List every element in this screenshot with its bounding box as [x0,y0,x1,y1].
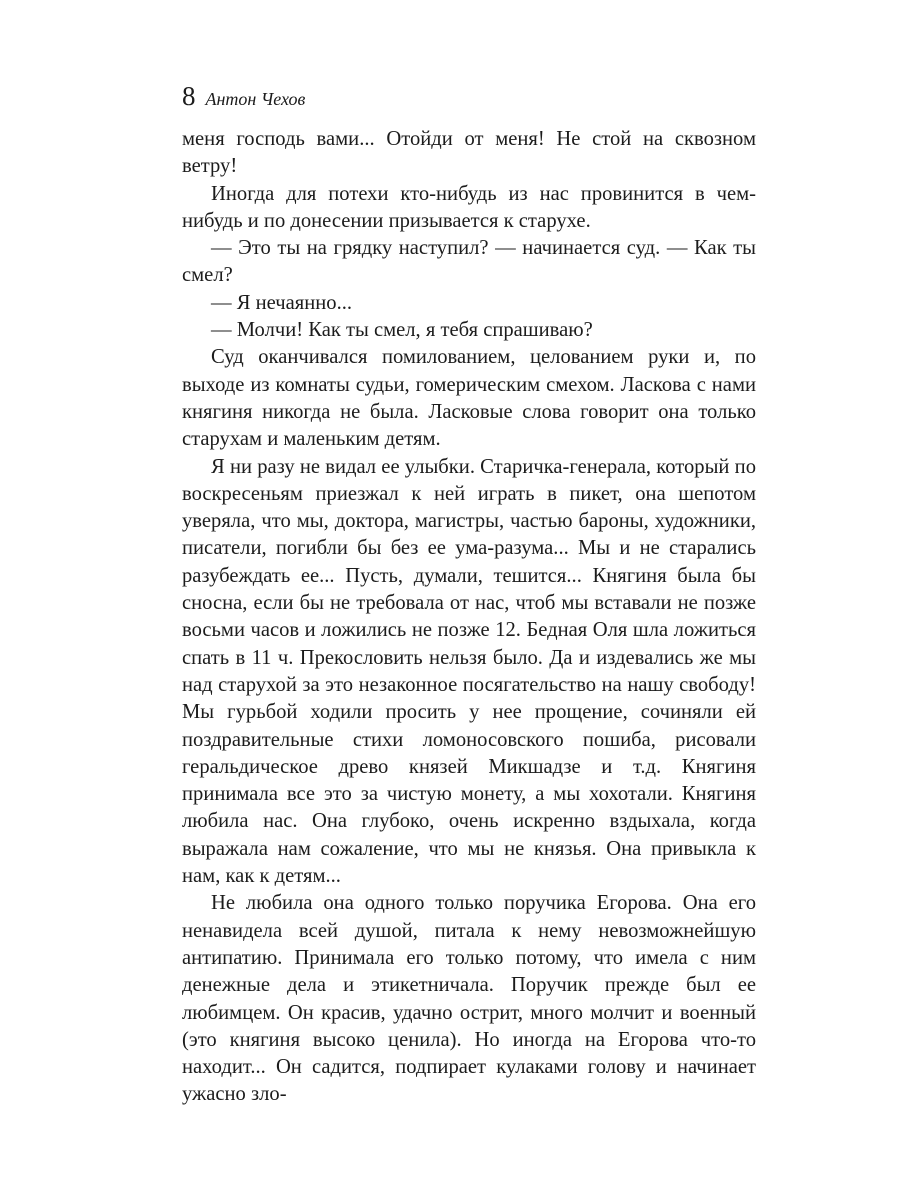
running-title: Антон Чехов [205,89,306,109]
paragraph: Иногда для потехи кто-нибудь из нас провинится в чем-нибудь и по донесении призывается к старухе. [182,182,756,232]
body-text [182,126,756,1109]
paragraph: меня господь вами... Отойди от меня! Не стой на сквозном ветру! [182,128,756,178]
book-page [182,76,756,1109]
paragraph: — Я нечаянно... [211,291,353,314]
paragraph: Я ни разу не видал ее улыбки. Старичка-генерала, который по воскресеньям приезжал к ней играть в пикет, она шепотом уверяла, что мы, доктора, магистры, частью бароны, художники, писатели, погибли бы без ее ума-разума... Мы и не старались разубеждать ее... Пусть, думали, тешится... Княгиня была бы сносна, если бы не требовала от нас, чтоб мы вставали не позже восьми часов и ложились не позже 12. Бедная Оля шла ложиться спать в 11 ч. Прекословить нельзя было. Да и издевались же мы над старухой за это незаконное посягательство на нашу свободу! Мы гурьбой ходили просить у нее прощение, сочиняли ей поздравительные стихи ломоносовского пошиба, рисовали геральдическое древо князей Микшадзе и т.д. Княгиня принимала все это за чистую монету, а мы хохотали. Княгиня любила нас. Она глубоко, очень искренно вздыхала, когда выражала нам сожаление, что мы не князья. Она привыкла к нам, как к детям... [182,455,756,888]
paragraph: — Это ты на грядку наступил? — начинается суд. — Как ты смел? [182,237,756,287]
paragraph: Не любила она одного только поручика Егорова. Она его ненавидела всей душой, питала к нему невозможнейшую антипатию. Принимала его только потому, что имела с ним денежные дела и этикетничала. Поручик прежде был ее любимцем. Он красив, удачно острит, много молчит и военный (это княгиня высоко ценила). Но иногда на Егорова что-то находит... Он садится, подпирает кулаками голову и начинает ужасно зло- [182,892,756,1106]
running-head [182,76,756,116]
paragraph: Суд оканчивался помилованием, целованием руки и, по выходе из комнаты судьи, гомерическим смехом. Ласкова с нами княгиня никогда не была. Ласковые слова говорит она только старухам и маленьким детям. [182,346,756,451]
page-number: 8 [182,81,196,111]
paragraph: — Молчи! Как ты смел, я тебя спрашиваю? [211,319,593,342]
